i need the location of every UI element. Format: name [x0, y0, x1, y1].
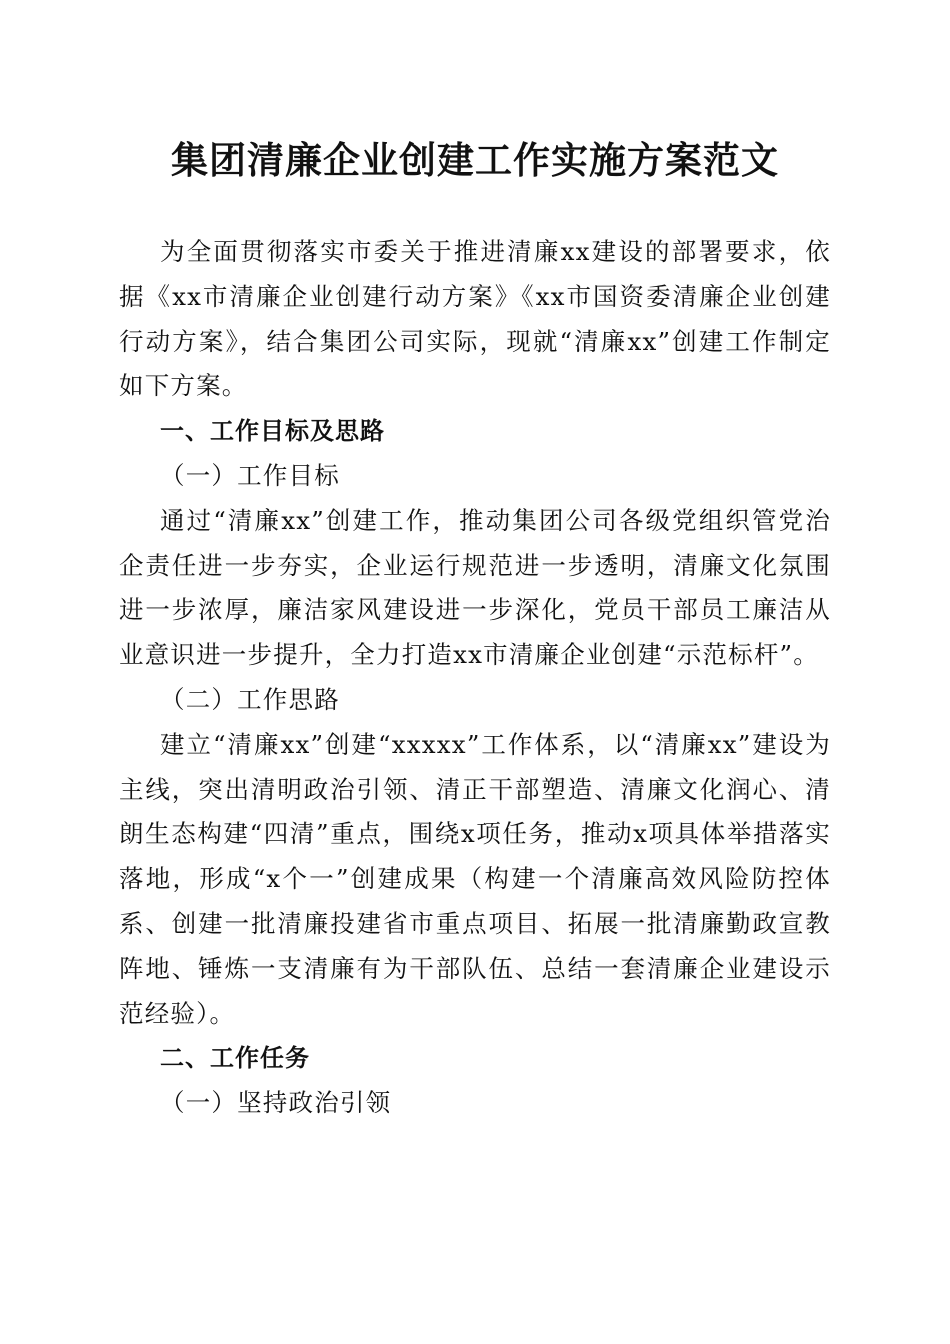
- document-title: 集团清廉企业创建工作实施方案范文: [171, 138, 779, 182]
- subsection-heading-approach: （二）工作思路: [160, 684, 340, 714]
- section-heading-tasks: 二、工作任务: [160, 1044, 310, 1073]
- subsection-heading-goal: （一）工作目标: [160, 460, 340, 490]
- subsection-heading-political: （一）坚持政治引领: [160, 1088, 392, 1118]
- goal-paragraph: 通过“清廉xx”创建工作，推动集团公司各级党组织管党治企责任进一步夯实，企业运行规范进一步透明，清廉文化氛围进一步浓厚，廉洁家风建设进一步深化，党员干部员工廉洁从业意识进一步提升，全力打造xx市清廉企业创建“示范标杆”。: [119, 505, 831, 670]
- intro-paragraph: 为全面贯彻落实市委关于推进清廉xx建设的部署要求，依据《xx市清廉企业创建行动方案》《xx市国资委清廉企业创建行动方案》，结合集团公司实际，现就“清廉xx”创建工作制定如下方案。: [119, 237, 831, 401]
- document-body: [119, 230, 831, 1126]
- approach-paragraph: 建立“清廉xx”创建“xxxxx”工作体系，以“清廉xx”建设为主线，突出清明政治引领、清正干部塑造、清廉文化润心、清朗生态构建“四清”重点，围绕x项任务，推动x项具体举措落实落地，形成“x个一”创建成果（构建一个清廉高效风险防控体系、创建一批清廉投建省市重点项目、拓展一批清廉勤政宣教阵地、锤炼一支清廉有为干部队伍、总结一套清廉企业建设示范经验）。: [119, 729, 831, 1028]
- section-heading-goals: 一、工作目标及思路: [160, 417, 385, 446]
